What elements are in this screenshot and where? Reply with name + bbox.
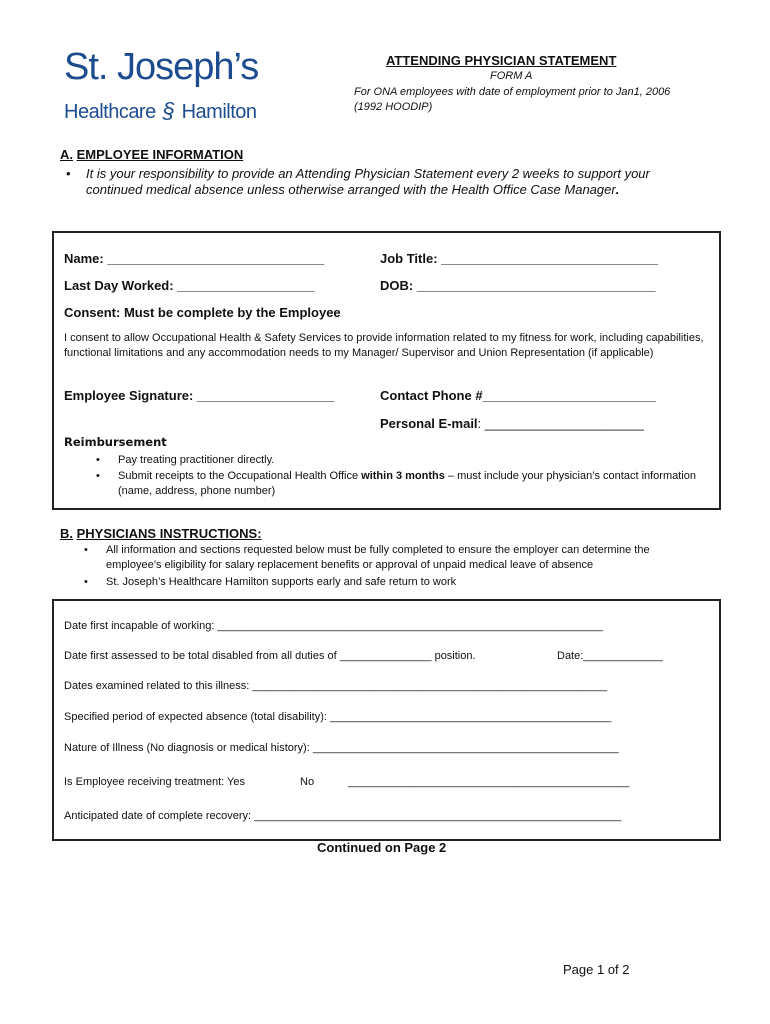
date-first-incapable-field[interactable]: Date first incapable of working: _______________________________________________________________	[64, 620, 603, 632]
section-b-bullet-2-text: St. Joseph’s Healthcare Hamilton supports early and safe return to work	[106, 576, 457, 588]
section-a-bullet-text: It is your responsibility to provide an Attending Physician Statement every 2 weeks to support your continued medical absence unless otherwise arranged with the Health Office Case Manager	[86, 166, 650, 197]
section-a-heading	[60, 147, 243, 162]
reimbursement-item-2-text: Submit receipts to the Occupational Health Office	[118, 470, 362, 482]
section-b-heading	[60, 526, 262, 541]
reimbursement-item-2-bold: within 3 months	[361, 470, 445, 482]
section-b-bullet-1	[84, 543, 706, 573]
reimbursement-item-1	[96, 453, 275, 468]
personal-email-field[interactable]	[380, 416, 644, 431]
reimbursement-item-1-text: Pay treating practitioner directly.	[118, 454, 275, 466]
consent-text: I consent to allow Occupational Health & Safety Services to provide information related to my fitness for work, including capabilities, functional limitations and any accommodation needs to my Manager/ Supervisor and Union Representation (if applicable)	[64, 332, 704, 359]
employee-signature-field[interactable]: Employee Signature: ___________________	[64, 388, 335, 403]
nature-of-illness-field[interactable]: Nature of Illness (No diagnosis or medical history): __________________________________________________	[64, 742, 619, 754]
assessed-date-field[interactable]: Date:_____________	[557, 650, 663, 662]
form-subtitle: For ONA employees with date of employment prior to Jan1, 2006 (1992 HOODIP)	[354, 86, 671, 113]
section-b-bullet-1-text: All information and sections requested below must be fully completed to ensure the employer can determine the employee’s eligibility for salary replacement benefits or approval of unpaid medical leave of absence	[106, 544, 650, 571]
logo-healthcare: Healthcare	[64, 101, 156, 123]
section-b-bullet-2	[84, 575, 706, 590]
treatment-yes-option[interactable]: Is Employee receiving treatment: Yes	[64, 776, 245, 788]
job-title-field[interactable]: Job Title: ______________________________	[380, 251, 659, 266]
recovery-date-field[interactable]: Anticipated date of complete recovery: ____________________________________________________________	[64, 810, 622, 822]
bullet-icon: •	[84, 544, 88, 556]
logo-mark-icon: §	[162, 98, 175, 123]
date-first-assessed-field[interactable]: Date first assessed to be total disabled from all duties of _______________ position.	[64, 650, 476, 662]
reimbursement-item-2	[96, 469, 698, 499]
consent-heading: Consent: Must be complete by the Employee	[64, 305, 341, 320]
logo-subtitle	[64, 98, 257, 124]
bullet-icon: •	[96, 470, 100, 482]
form-label: FORM A	[490, 70, 533, 82]
treatment-no-option[interactable]: No	[300, 776, 315, 788]
bullet-icon: •	[84, 576, 88, 588]
contact-phone-field[interactable]: Contact Phone #________________________	[380, 388, 657, 403]
section-a-title: EMPLOYEE INFORMATION	[76, 147, 244, 162]
name-field[interactable]: Name: ______________________________	[64, 251, 325, 266]
email-label: Personal E-mail	[380, 416, 478, 431]
dates-examined-field[interactable]: Dates examined related to this illness: __________________________________________________________	[64, 680, 608, 692]
section-a-bullet-end: .	[615, 182, 620, 197]
treatment-details-field[interactable]: ______________________________________________	[348, 776, 630, 788]
section-b-letter: B.	[60, 526, 73, 541]
reimbursement-item-2-rest: – must include your physician’s contact information (name, address, phone number)	[118, 470, 696, 497]
document-title: ATTENDING PHYSICIAN STATEMENT	[386, 53, 617, 68]
reimbursement-heading: Reimbursement	[64, 435, 167, 449]
logo-title: St. Joseph’s	[64, 46, 259, 88]
dob-field[interactable]: DOB: _________________________________	[380, 278, 656, 293]
continued-note: Continued on Page 2	[317, 840, 447, 855]
section-b-title: PHYSICIANS INSTRUCTIONS:	[76, 526, 262, 541]
section-a-bullet	[66, 166, 656, 198]
expected-absence-field[interactable]: Specified period of expected absence (total disability): ______________________________________________	[64, 711, 612, 723]
last-day-worked-field[interactable]: Last Day Worked: ___________________	[64, 278, 315, 293]
bullet-icon: •	[96, 454, 100, 466]
bullet-icon: •	[66, 166, 71, 181]
logo-hamilton: Hamilton	[181, 101, 257, 123]
email-line: : ______________________	[477, 416, 644, 431]
page-number: Page 1 of 2	[563, 962, 630, 977]
section-a-letter: A.	[60, 147, 73, 162]
